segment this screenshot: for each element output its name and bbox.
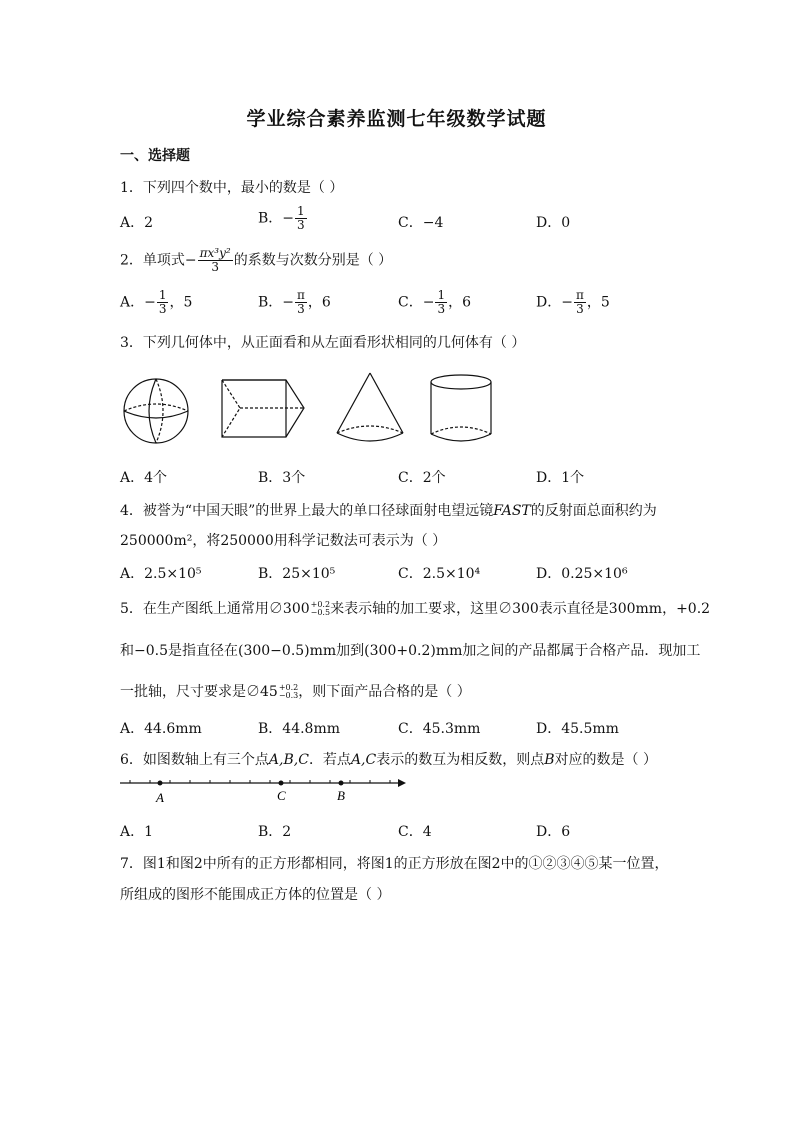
point-a-dot bbox=[158, 781, 163, 786]
question-2-stem: 2．单项式− $\frac{\text{πx³y²}}{3}$ 的系数与次数分别是（ ） bbox=[120, 246, 393, 274]
question-4-line-2: 250000m²，将250000用科学记数法可表示为（ ） bbox=[120, 533, 447, 549]
question-5-line-1: 5．在生产图纸上通常用∅300 +0.2 −0.5 来表示轴的加工要求，这里∅300表示直径是300mm，+0.2 bbox=[120, 600, 711, 617]
question-4-line-1: 4．被誉为“中国天眼”的世界上最大的单口径球面射电望远镜FAST的反射面总面积约为 bbox=[120, 503, 657, 519]
q1-option-b: B．− $\frac{1}{3}$ bbox=[258, 204, 305, 232]
q1-option-a: A．2 bbox=[120, 215, 154, 231]
page-title: 学业综合素养监测七年级数学试题 bbox=[246, 108, 547, 130]
q5-option-d: D．45.5mm bbox=[536, 721, 619, 737]
q3-option-b: B．3个 bbox=[258, 470, 306, 486]
q2-option-b: B．− $\frac{\pi}{3}$ ，6 bbox=[258, 288, 331, 316]
q4-option-c: C．2.5×10⁴ bbox=[398, 566, 481, 582]
cylinder-figure bbox=[425, 372, 497, 444]
section-heading: 一、选择题 bbox=[120, 148, 190, 164]
q6-number-line bbox=[118, 774, 408, 808]
cone-figure bbox=[337, 373, 403, 441]
q5-option-a: A．44.6mm bbox=[120, 721, 202, 737]
q2-option-c: C．− $\frac{1}{3}$ ，6 bbox=[398, 288, 472, 316]
q6-option-d: D．6 bbox=[536, 824, 571, 840]
q2-option-a: A．− $\frac{1}{3}$ ，5 bbox=[120, 288, 193, 316]
question-1-stem: 1．下列四个数中，最小的数是（ ） bbox=[120, 180, 344, 196]
q6-option-c: C．4 bbox=[398, 824, 432, 840]
sphere-figure bbox=[124, 379, 188, 443]
question-5-line-3: 一批轴，尺寸要求是∅45 +0.2 −0.3 ，则下面产品合格的是（ ） bbox=[120, 683, 471, 700]
q6-option-a: A．1 bbox=[120, 824, 154, 840]
question-3-stem: 3．下列几何体中，从正面看和从左面看形状相同的几何体有（ ） bbox=[120, 335, 526, 351]
q6-option-b: B．2 bbox=[258, 824, 292, 840]
question-7-line-2: 所组成的图形不能围成正方体的位置是（ ） bbox=[120, 887, 391, 903]
q1-fraction: $\frac{1}{3}$ bbox=[297, 204, 305, 232]
q3-option-d: D．1个 bbox=[536, 470, 585, 486]
point-c-label: C bbox=[277, 788, 286, 803]
q1-option-d: D．0 bbox=[536, 215, 571, 231]
q3-option-a: A．4个 bbox=[120, 470, 168, 486]
question-7-line-1: 7．图1和图2中所有的正方形都相同，将图1的正方形放在图2中的①②③④⑤某一位置， bbox=[120, 856, 669, 872]
q4-option-d: D．0.25×10⁶ bbox=[536, 566, 628, 582]
q2-monomial-fraction: $\frac{\text{πx³y²}}{3}$ bbox=[199, 246, 231, 274]
q4-option-a: A．2.5×10⁵ bbox=[120, 566, 202, 582]
question-6-stem: 6．如图数轴上有三个点A,B,C．若点A,C表示的数互为相反数，则点B对应的数是（ ） bbox=[120, 752, 657, 768]
number-line-arrow bbox=[398, 779, 406, 787]
q3-option-c: C．2个 bbox=[398, 470, 446, 486]
q5-option-b: B．44.8mm bbox=[258, 721, 341, 737]
point-a-label: A bbox=[156, 790, 164, 805]
q5-tolerance-1: +0.2 −0.5 bbox=[310, 600, 331, 617]
prism-figure bbox=[222, 380, 304, 437]
q1-option-c: C．−4 bbox=[398, 215, 444, 231]
q3-solids-figure bbox=[118, 365, 418, 450]
q2-option-d: D．− $\frac{\pi}{3}$ ，5 bbox=[536, 288, 610, 316]
point-b-label: B bbox=[337, 788, 345, 803]
point-c-dot bbox=[279, 781, 284, 786]
q5-tolerance-2: +0.2 −0.3 bbox=[278, 683, 299, 700]
q4-option-b: B．25×10⁵ bbox=[258, 566, 336, 582]
question-5-line-2: 和−0.5是指直径在(300−0.5)mm加到(300+0.2)mm加之间的产品都属于合格产品．现加工 bbox=[120, 643, 701, 659]
q5-option-c: C．45.3mm bbox=[398, 721, 481, 737]
point-b-dot bbox=[339, 781, 344, 786]
